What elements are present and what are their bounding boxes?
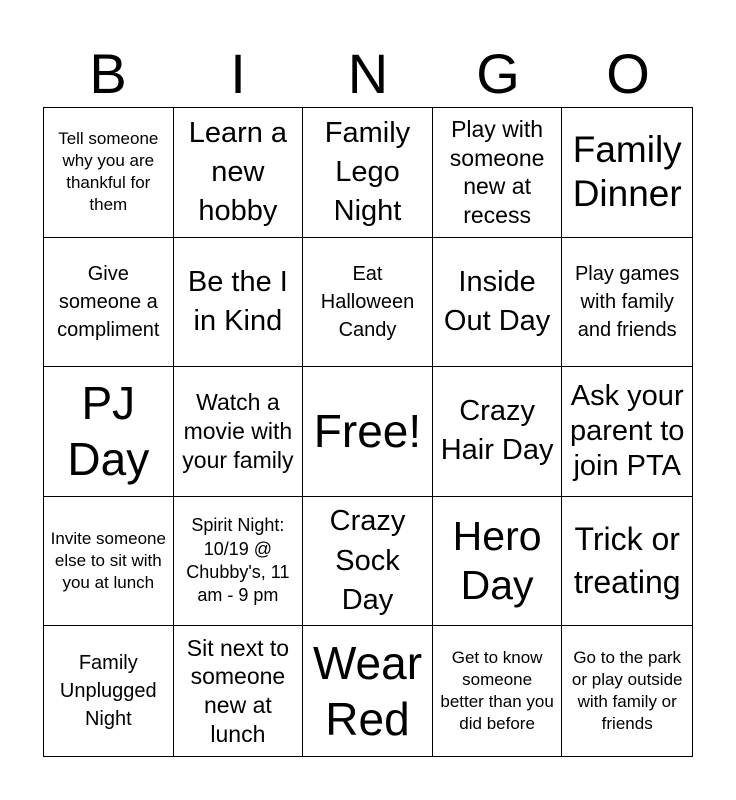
bingo-cell[interactable] bbox=[433, 626, 563, 756]
bingo-cell[interactable] bbox=[562, 367, 692, 497]
cell-text: Family Unplugged Night bbox=[59, 652, 157, 731]
bingo-cell[interactable] bbox=[433, 108, 563, 238]
cell-text: Inside Out Day bbox=[443, 265, 551, 337]
bingo-cell[interactable] bbox=[174, 108, 304, 238]
header-letter-n: N bbox=[347, 42, 389, 105]
cell-text: Play games with family and friends bbox=[574, 262, 680, 341]
cell-text: Ask your parent to join PTA bbox=[569, 380, 685, 482]
cell-text: Play with someone new at recess bbox=[449, 115, 545, 229]
bingo-cell[interactable] bbox=[303, 626, 433, 756]
bingo-cell[interactable] bbox=[174, 238, 304, 368]
cell-text: Crazy Sock Day bbox=[329, 505, 406, 616]
bingo-cell[interactable] bbox=[174, 626, 304, 756]
bingo-cell[interactable] bbox=[44, 626, 174, 756]
free-space-cell[interactable] bbox=[303, 367, 433, 497]
cell-text: Family Dinner bbox=[572, 128, 682, 215]
cell-text: Learn a new hobby bbox=[188, 116, 288, 227]
cell-text: Give someone a compliment bbox=[57, 262, 160, 341]
bingo-cell[interactable] bbox=[562, 238, 692, 368]
header-letter-g: G bbox=[476, 42, 520, 105]
cell-text: Sit next to someone new at lunch bbox=[186, 634, 290, 747]
cell-text: Wear Red bbox=[312, 637, 423, 746]
header-letter-i: I bbox=[230, 42, 246, 105]
cell-text: Tell someone why you are thankful for them bbox=[58, 129, 159, 215]
bingo-cell[interactable] bbox=[562, 497, 692, 627]
bingo-cell[interactable] bbox=[44, 238, 174, 368]
bingo-cell[interactable] bbox=[303, 497, 433, 627]
cell-text: Family Lego Night bbox=[324, 116, 411, 227]
bingo-board bbox=[43, 107, 693, 757]
cell-text: Go to the park or play outside with family or friends bbox=[571, 648, 683, 734]
cell-text: Crazy Hair Day bbox=[440, 395, 554, 467]
bingo-cell[interactable] bbox=[433, 367, 563, 497]
bingo-header bbox=[43, 40, 693, 108]
bingo-cell[interactable] bbox=[174, 497, 304, 627]
cell-text: Free! bbox=[313, 405, 422, 458]
header-letter-b: B bbox=[89, 42, 127, 105]
bingo-cell[interactable] bbox=[433, 238, 563, 368]
cell-text: Get to know someone better than you did before bbox=[440, 648, 554, 734]
cell-text: Watch a movie with your family bbox=[182, 389, 294, 473]
bingo-cell[interactable] bbox=[433, 497, 563, 627]
cell-text: Invite someone else to sit with you at lunch bbox=[50, 528, 166, 593]
cell-text: PJ Day bbox=[67, 377, 150, 486]
bingo-cell[interactable] bbox=[562, 108, 692, 238]
cell-text: Trick or treating bbox=[573, 520, 681, 601]
bingo-cell[interactable] bbox=[303, 108, 433, 238]
bingo-cell[interactable] bbox=[174, 367, 304, 497]
bingo-cell[interactable] bbox=[303, 238, 433, 368]
bingo-cell[interactable] bbox=[44, 367, 174, 497]
bingo-cell[interactable] bbox=[44, 497, 174, 627]
cell-text: Be the I in Kind bbox=[187, 265, 288, 337]
bingo-cell[interactable] bbox=[562, 626, 692, 756]
cell-text: Hero Day bbox=[452, 512, 542, 609]
cell-text: Spirit Night: 10/19 @ Chubby's, 11 am - 9 pm bbox=[186, 515, 290, 606]
cell-text: Eat Halloween Candy bbox=[320, 262, 415, 341]
header-letter-o: O bbox=[606, 42, 650, 105]
bingo-cell[interactable] bbox=[44, 108, 174, 238]
